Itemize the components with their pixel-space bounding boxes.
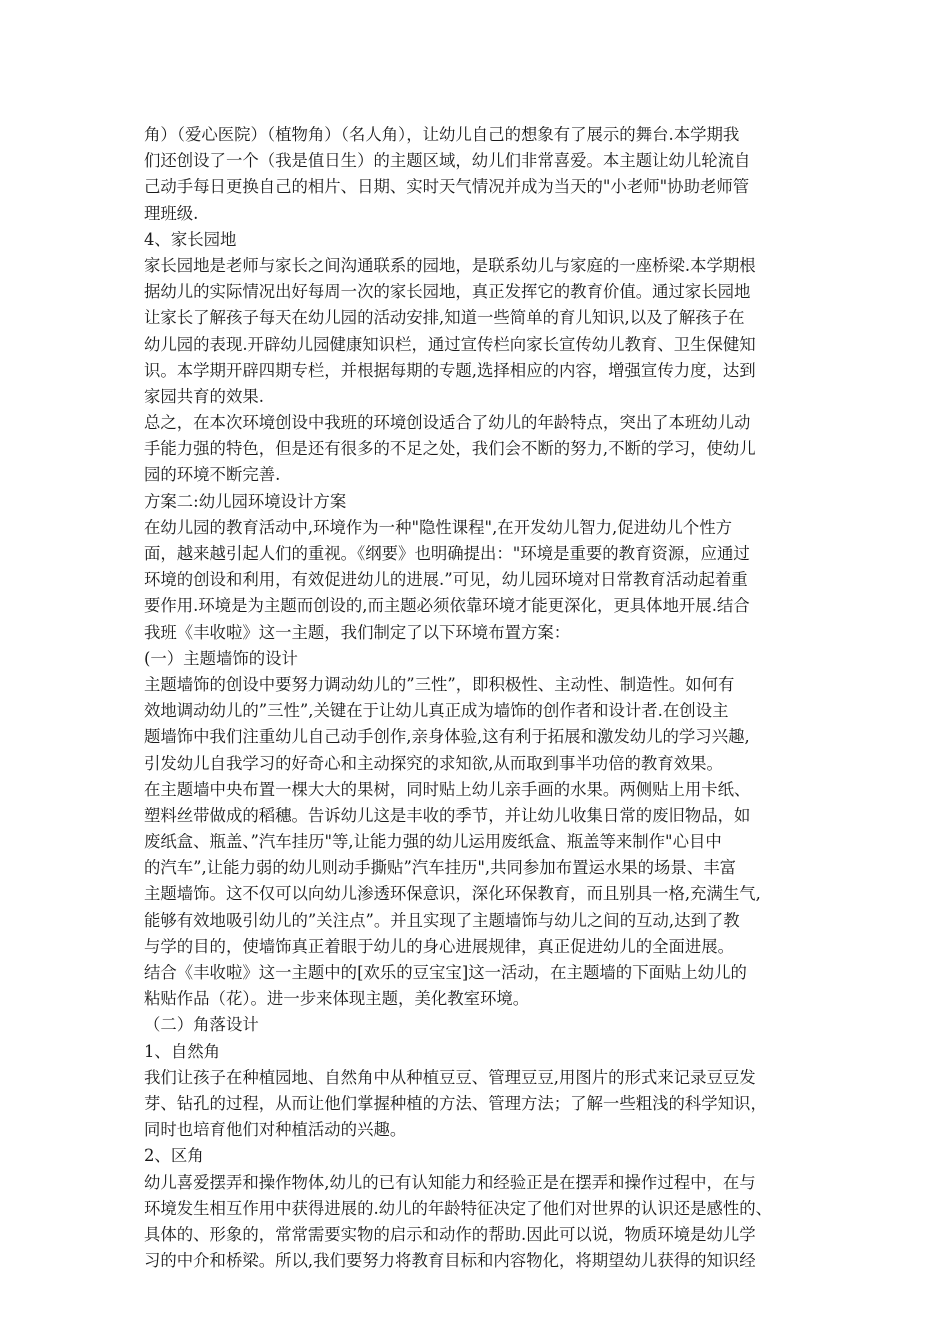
text-line: 废纸盒、瓶盖、”汽车挂历"等,让能力强的幼儿运用废纸盒、瓶盖等来制作"心目中 bbox=[144, 832, 722, 852]
text-line: (一）主题墙饰的设计 bbox=[144, 648, 298, 668]
text-line: 手能力强的特色，但是还有很多的不足之处，我们会不断的努力,不断的学习，使幼儿 bbox=[144, 439, 756, 459]
text-line: 与学的目的，使墙饰真正着眼于幼儿的身心进展规律，真正促进幼儿的全面进展。 bbox=[144, 936, 735, 956]
text-line: 识。本学期开辟四期专栏，并根据每期的专题,选择相应的内容，增强宣传力度，达到 bbox=[144, 360, 756, 380]
text-line: 环境发生相互作用中获得进展的.幼儿的年龄特征决定了他们对世界的认识还是感性的、 bbox=[144, 1198, 773, 1218]
text-line: 习的中介和桥梁。所以,我们要努力将教育目标和内容物化，将期望幼儿获得的知识经 bbox=[144, 1251, 756, 1271]
text-line: 4、家长园地 bbox=[144, 229, 237, 249]
text-line: 面，越来越引起人们的重视。《纲要》也明确提出："环境是重要的教育资源，应通过 bbox=[144, 544, 750, 563]
text-line: 引发幼儿自我学习的好奇心和主动探究的求知欲,从而取到事半功倍的教育效果。 bbox=[144, 753, 723, 773]
text-line: 家长园地是老师与家长之间沟通联系的园地，是联系幼儿与家庭的一座桥梁.本学期根 bbox=[144, 255, 756, 275]
text-line: 理班级. bbox=[144, 203, 199, 223]
text-line: 据幼儿的实际情况出好每周一次的家长园地，真正发挥它的教育价值。通过家长园地 bbox=[144, 282, 751, 302]
text-line: 结合《丰收啦》这一主题中的[欢乐的豆宝宝]这一活动，在主题墙的下面贴上幼儿的 bbox=[144, 963, 747, 982]
text-line: 主题墙饰的创设中要努力调动幼儿的”三性”，即积极性、主动性、制造性。如何有 bbox=[144, 674, 735, 694]
text-line: 塑料丝带做成的稻穗。告诉幼儿这是丰收的季节，并让幼儿收集日常的废旧物品，如 bbox=[144, 805, 751, 825]
text-line: 要作用.环境是为主题而创设的,而主题必须依靠环境才能更深化，更具体地开展.结合 bbox=[144, 596, 750, 616]
text-line: 己动手每日更换自己的相片、日期、实时天气情况并成为当天的"小老师"协助老师管 bbox=[144, 177, 750, 197]
text-line: 的汽车”,让能力弱的幼儿则动手撕贴”汽车挂历",共同参加布置运水果的场景、丰富 bbox=[144, 858, 736, 878]
text-line: 具体的、形象的，常常需要实物的启示和动作的帮助.因此可以说，物质环境是幼儿学 bbox=[144, 1224, 756, 1244]
text-line: 主题墙饰。这不仅可以向幼儿渗透环保意识，深化环保教育，而且别具一格,充满生气, bbox=[144, 884, 761, 904]
text-line: 总之，在本次环境创设中我班的环境创设适合了幼儿的年龄特点，突出了本班幼儿动 bbox=[144, 413, 751, 433]
text-line: 家园共育的效果. bbox=[144, 386, 264, 406]
text-line: 我们让孩子在种植园地、自然角中从种植豆豆、管理豆豆,用图片的形式来记录豆豆发 bbox=[144, 1067, 756, 1087]
text-line: 同时也培育他们对种植活动的兴趣。 bbox=[144, 1120, 407, 1140]
text-line: 角）（爱心医院）（植物角）（名人角），让幼儿自己的想象有了展示的舞台.本学期我 bbox=[144, 125, 740, 144]
text-line: 幼儿园的表现.开辟幼儿园健康知识栏，通过宣传栏向家长宣传幼儿教育、卫生保健知 bbox=[144, 334, 756, 354]
text-line: 让家长了解孩子每天在幼儿园的活动安排,知道一些简单的育儿知识,以及了解孩子在 bbox=[144, 308, 745, 328]
text-line: 园的环境不断完善. bbox=[144, 465, 281, 485]
text-line: 在幼儿园的教育活动中,环境作为一种"隐性课程",在开发幼儿智力,促进幼儿个性方 bbox=[144, 517, 732, 537]
text-line: 1、自然角 bbox=[144, 1041, 220, 1061]
text-line: （二）角落设计 bbox=[144, 1015, 259, 1035]
document-page bbox=[144, 122, 814, 1274]
text-line: 我班《丰收啦》这一主题，我们制定了以下环境布置方案： bbox=[144, 622, 571, 642]
text-line: 粘贴作品（花）。进一步来体现主题，美化教室环境。 bbox=[144, 989, 530, 1009]
text-line: 能够有效地吸引幼儿的”关注点”。并且实现了主题墙饰与幼儿之间的互动,达到了教 bbox=[144, 910, 740, 930]
text-line: 效地调动幼儿的”三性”,关键在于让幼儿真正成为墙饰的创作者和设计者.在创设主 bbox=[144, 701, 729, 721]
text-line: 题墙饰中我们注重幼儿自己动手创作,亲身体验,这有利于拓展和激发幼儿的学习兴趣, bbox=[144, 727, 750, 747]
text-line: 方案二:幼儿园环境设计方案 bbox=[144, 491, 347, 511]
text-line: 环境的创设和利用，有效促进幼儿的进展.”可见，幼儿园环境对日常教育活动起着重 bbox=[144, 570, 748, 590]
text-line: 们还创设了一个（我是值日生）的主题区域，幼儿们非常喜爱。本主题让幼儿轮流自 bbox=[144, 151, 751, 171]
text-line: 幼儿喜爱摆弄和操作物体,幼儿的已有认知能力和经验正是在摆弄和操作过程中，在与 bbox=[144, 1172, 756, 1192]
text-line: 2、区角 bbox=[144, 1146, 204, 1166]
text-line: 芽、钻孔的过程，从而让他们掌握种植的方法、管理方法；了解一些粗浅的科学知识， bbox=[144, 1093, 767, 1113]
text-line: 在主题墙中央布置一棵大大的果树，同时贴上幼儿亲手画的水果。两侧贴上用卡纸、 bbox=[144, 779, 751, 799]
